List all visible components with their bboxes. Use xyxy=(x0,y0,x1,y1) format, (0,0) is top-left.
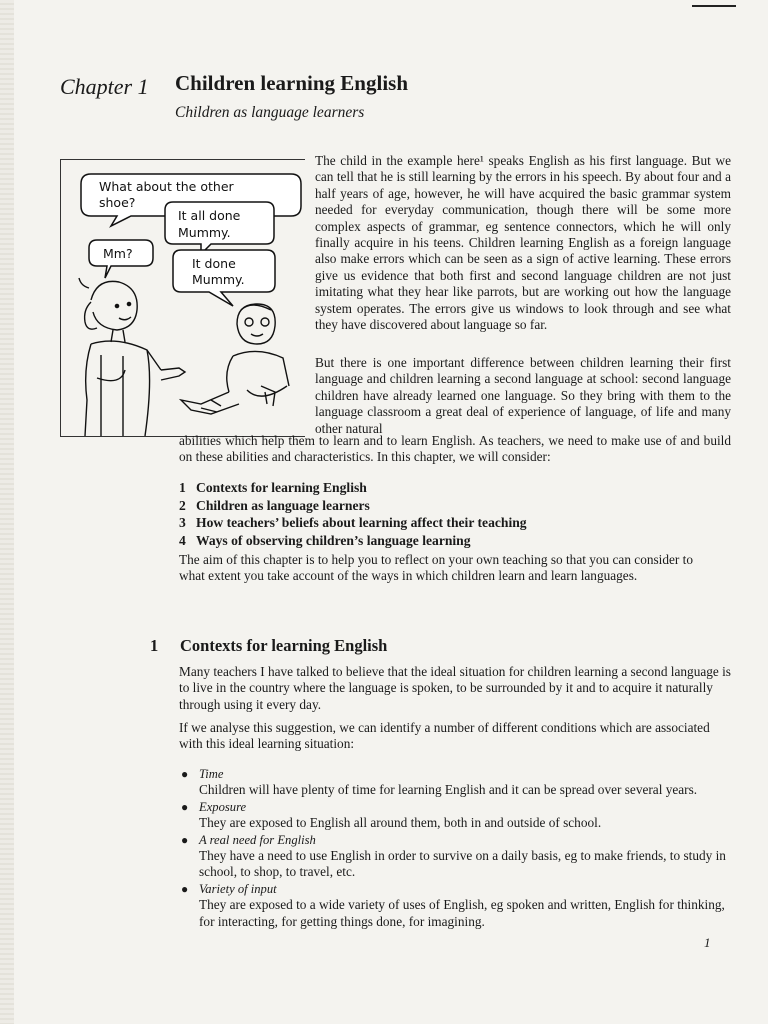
list-item-text: They have a need to use English in order to survive on a daily basis, eg to make friends, to study in school, to shop, to travel, etc. xyxy=(199,848,726,880)
intro-paragraph-1 xyxy=(315,153,731,333)
list-item-text: Children will have plenty of time for learning English and it can be spread over several years. xyxy=(199,782,698,798)
conditions-list xyxy=(179,766,739,930)
section-number: 1 xyxy=(150,636,159,655)
mother-figure xyxy=(79,278,185,436)
list-item-title: Exposure xyxy=(199,799,247,814)
cartoon-illustration xyxy=(61,160,305,436)
bubble-1-line-1: What about the other xyxy=(99,179,234,194)
contents-item-text: How teachers’ beliefs about learning affect their teaching xyxy=(196,515,527,530)
bubble-2-line-1: It all done xyxy=(178,208,241,223)
list-item-text: They are exposed to English all around them, both in and outside of school. xyxy=(199,815,602,831)
contents-item-number: 4 xyxy=(179,532,186,548)
section-paragraph-1 xyxy=(179,664,735,713)
bullet-icon: ● xyxy=(181,799,189,814)
chapter-title: Children learning English xyxy=(175,71,409,95)
intro-paragraph-2a xyxy=(315,355,731,437)
chapter-subtitle: Children as language learners xyxy=(175,104,365,121)
bubble-4-line-2: Mummy. xyxy=(192,272,245,287)
list-item xyxy=(179,799,739,832)
bullet-icon: ● xyxy=(181,832,189,847)
contents-item xyxy=(179,532,527,550)
section-title: Contexts for learning English xyxy=(180,636,388,655)
contents-item-text: Contexts for learning English xyxy=(196,480,367,495)
contents-item xyxy=(179,479,527,497)
intro-paragraph-2a-text: But there is one important difference between children learning their first language and children learning a second language at school: second language children have already learned one language. So they bring with them to the language classroom a great deal of experience of language, of life and many other natural xyxy=(315,355,731,436)
bullet-icon: ● xyxy=(181,767,189,781)
list-item xyxy=(179,832,739,881)
illustration-box xyxy=(60,159,305,437)
bubble-1-line-2: shoe? xyxy=(99,195,136,210)
list-item-text: They are exposed to a wide variety of uses of English, eg spoken and written, English for thinking, for interacting, for getting things done, for imagining. xyxy=(199,897,725,929)
intro-paragraph-2b xyxy=(179,433,731,466)
bubble-4-line-1: It done xyxy=(192,256,236,271)
section-paragraph-1-text: Many teachers I have talked to believe that the ideal situation for children learning a second language is to live in the country where the language is spoken, to be surrounded by it and to acquire it naturally through using it every day. xyxy=(179,664,731,712)
scan-edge xyxy=(0,0,14,1024)
bullet-icon: ● xyxy=(181,881,189,896)
contents-item-text: Ways of observing children’s language learning xyxy=(196,532,471,548)
aim-paragraph-text: The aim of this chapter is to help you to reflect on your own teaching so that you can consider to what extent you take account of the ways in which children learn and learn languages. xyxy=(179,552,694,584)
bubble-3-line-1: Mm? xyxy=(103,246,133,261)
section-paragraph-2 xyxy=(179,720,719,753)
intro-paragraph-2b-text: abilities which help them to learn and to learn English. As teachers, we need to make use of and build on these abilities and characteristics. In this chapter, we will consider: xyxy=(179,433,731,465)
list-item xyxy=(179,766,739,799)
contents-item xyxy=(179,497,527,515)
section-heading xyxy=(150,636,387,656)
scan-mark xyxy=(692,5,736,7)
contents-item-number: 1 xyxy=(179,480,186,495)
bubble-2-line-2: Mummy. xyxy=(178,225,231,240)
contents-item xyxy=(179,514,527,532)
contents-item-number: 3 xyxy=(179,515,186,530)
intro-paragraph-1-text: The child in the example here¹ speaks English as his first language. But we can tell that he is still learning by the errors in his speech. By about four and a half years of age, however, he will have acquired the basic grammar system needed for everyday communication, though there will be some more complex aspects of grammar, eg sentence connectors, which he will only finally acquire in his teens. Children learning English as a foreign language also make errors which can be seen as a sign of active learning. These errors give us evidence that both first and second language children are not just imitating what they hear like parrots, but are working out how the language system operates. The errors give us windows to look through and see what they have discovered about language so far. xyxy=(315,153,731,333)
child-figure xyxy=(181,304,289,414)
list-item-title: Time xyxy=(199,767,224,781)
aim-paragraph xyxy=(179,552,719,585)
page-number: 1 xyxy=(704,935,711,950)
contents-item-number: 2 xyxy=(179,497,186,513)
section-paragraph-2-text: If we analyse this suggestion, we can identify a number of different conditions which are associated with this ideal learning situation: xyxy=(179,720,710,752)
list-item-title: A real need for English xyxy=(199,832,316,847)
contents-item-text: Children as language learners xyxy=(196,497,370,513)
list-item-title: Variety of input xyxy=(199,881,277,896)
chapter-contents-list xyxy=(179,479,527,549)
chapter-label: Chapter 1 xyxy=(60,74,149,99)
list-item xyxy=(179,881,739,930)
